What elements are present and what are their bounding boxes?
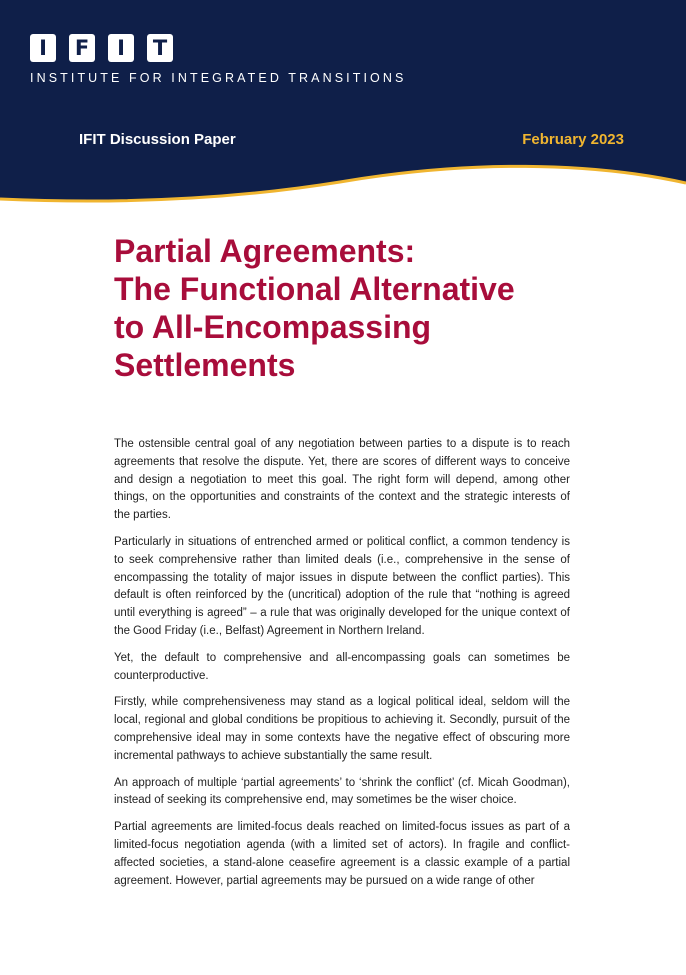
paragraph-1: The ostensible central goal of any negotiation between parties to a dispute is to reach agreements that resolve the dispute. Yet, there are scores of different ways to conceive and design a negotiation to meet this goal. The right form will depend, among other things, on the opportunities and constraints of the context and the strategic interests of the parties. [114,438,570,522]
paragraph-6: Partial agreements are limited-focus deals reached on limited-focus issues as part of a limited-focus negotiation agenda (with a limited set of actors). In fragile and conflict-affected societies, a stand-alone ceasefire agreement is a classic example of a partial agreement. However, partial agreements may be pursued on a wide range of other [114,821,570,887]
logo-letter-t: T [147,34,173,62]
title-line-1: Partial Agreements: [114,233,416,269]
document-title [114,232,634,384]
ifit-logo [30,34,173,62]
institute-tagline: INSTITUTE FOR INTEGRATED TRANSITIONS [30,71,407,85]
publication-date: February 2023 [522,131,624,148]
title-line-3: to All-Encompassing [114,309,432,345]
header-banner [0,0,686,215]
title-line-4: Settlements [114,347,296,383]
body-text [114,436,570,899]
paper-type-label: IFIT Discussion Paper [79,131,236,148]
paragraph-3: Yet, the default to comprehensive and all-encompassing goals can sometimes be counterproductive. [114,651,570,682]
logo-letter-f: F [69,34,95,62]
title-line-2: The Functional Alternative [114,271,515,307]
paragraph-5: An approach of multiple ‘partial agreements’ to ‘shrink the conflict’ (cf. Micah Goodman), instead of seeking its comprehensive end, may sometimes be the wiser choice. [114,776,570,807]
logo-letter-i-second: I [108,34,134,62]
paragraph-4: Firstly, while comprehensiveness may stand as a logical political ideal, seldom will the local, regional and global conditions be propitious to achieving it. Secondly, pursuit of the comprehensive ideal may in some contexts have the negative effect of obscuring more incremental pathways to achieve substantially the same result. [114,696,570,762]
header-background [0,0,686,215]
logo-letter-i: I [30,34,56,62]
paragraph-2: Particularly in situations of entrenched armed or political conflict, a common tendency is to seek comprehensive rather than limited deals (i.e., comprehensive in the sense of encompassing the totality of major issues in dispute between the conflict parties). This default is often reinforced by the (uncritical) adoption of the rule that “nothing is agreed until everything is agreed” – a rule that was originally developed for the unique context of the Good Friday (i.e., Belfast) Agreement in Northern Ireland. [114,535,570,637]
